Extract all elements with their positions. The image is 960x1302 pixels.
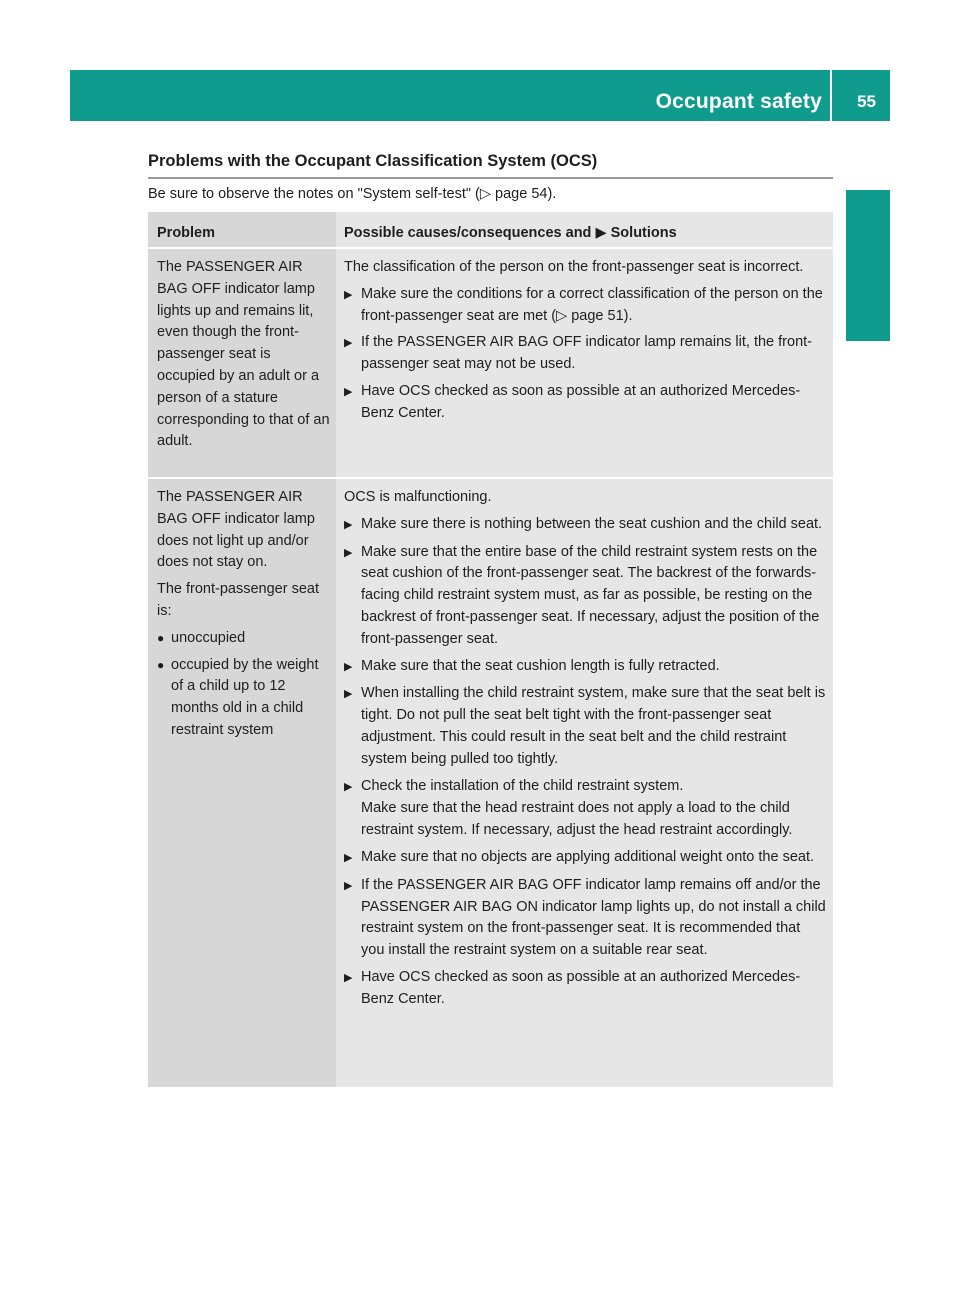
step-text: When installing the child restraint system, make sure that the seat belt is tight. Do not pull the seat belt tight with the front-passenger seat adjustment. This could result in the seat belt and the child restraint system being pulled too tightly. — [361, 685, 826, 767]
arrow-icon: ▶ — [344, 337, 353, 350]
list-item — [157, 628, 330, 650]
list-item — [344, 514, 827, 537]
step-text: Make sure there is nothing between the seat cushion and the child seat. — [361, 515, 823, 532]
arrow-icon: ▶ — [344, 385, 353, 398]
list-item — [344, 683, 827, 770]
arrow-icon: ▶ — [344, 879, 353, 892]
problem-cell — [148, 479, 336, 1087]
step-text: Make sure that the seat cushion length is fully retracted. — [361, 657, 720, 674]
step-text: Make sure that the entire base of the child restraint system rests on the seat cushion of the front-passenger seat. The backrest of the forwards-facing child restraint system must, as far as possible, be resting on the backrest of front-passenger seat. If necessary, adjust the position of the front-passenger seat. — [361, 543, 820, 647]
cause-text: The classification of the person on the front-passenger seat is incorrect. — [344, 259, 804, 275]
table-row — [148, 249, 833, 477]
header-solutions — [336, 212, 833, 247]
list-item — [344, 381, 827, 425]
title-divider — [148, 177, 833, 179]
bullet-icon: ● — [157, 630, 165, 645]
side-tab-label: Safety — [855, 267, 881, 337]
step-text: Have OCS checked as soon as possible at an authorized Mercedes-Benz Center. — [361, 382, 801, 421]
list-item — [344, 284, 827, 328]
problem-cell — [148, 249, 336, 477]
step-text: Make sure the conditions for a correct classification of the person on the front-passenger seat are met (▷ page 51). — [361, 285, 823, 324]
list-item — [344, 967, 827, 1011]
list-item — [344, 847, 827, 870]
arrow-icon: ▶ — [344, 851, 353, 864]
list-item — [344, 656, 827, 679]
list-item — [157, 655, 330, 742]
header-solutions-label: Possible causes/consequences and — [344, 225, 592, 241]
step-text: Make sure that no objects are applying additional weight onto the seat. — [361, 848, 815, 865]
arrow-icon: ▶ — [344, 971, 353, 984]
header-problem: Problem — [148, 212, 336, 247]
page-title: Problems with the Occupant Classification System (OCS) — [148, 152, 598, 170]
header-solutions-label-b: Solutions — [610, 225, 677, 241]
step-note: Make sure that the head restraint does not apply a load to the child restraint system. If necessary, adjust the head restraint accordingly. — [361, 800, 793, 839]
table-row — [148, 479, 833, 1087]
bullet-icon: ● — [157, 657, 165, 672]
header-separator — [830, 70, 832, 121]
arrow-icon: ▶ — [344, 288, 353, 301]
bullet-text: occupied by the weight of a child up to 12 months old in a child restraint system — [171, 656, 319, 738]
problem-subtext: The front-passenger seat is: — [157, 581, 320, 619]
cause-text: OCS is malfunctioning. — [344, 489, 492, 505]
problem-text: The PASSENGER AIR BAG OFF indicator lamp lights up and remains lit, even though the front-passenger seat is occupied by an adult or a person of a stature corresponding to that of an adult. — [157, 259, 330, 450]
step-text: If the PASSENGER AIR BAG OFF indicator lamp remains off and/or the PASSENGER AIR BAG ON indicator lamp lights up, do not install a child restraint system on the front-passenger seat. It is recommended that you install the restraint system on a suitable rear seat. — [361, 876, 826, 959]
arrow-icon: ▶ — [344, 660, 353, 673]
intro-text: Be sure to observe the notes on "System self-test" (▷ page 54). — [148, 186, 557, 202]
section-header-title: Occupant safety — [655, 90, 822, 113]
solution-cell — [336, 249, 833, 477]
solution-cell — [336, 479, 833, 1087]
list-item — [344, 542, 827, 651]
page-header-band — [70, 70, 890, 121]
problem-text: The PASSENGER AIR BAG OFF indicator lamp does not light up and/or does not stay on. — [157, 489, 315, 571]
list-item — [344, 332, 827, 376]
arrow-icon: ▶ — [595, 225, 607, 241]
step-text: Have OCS checked as soon as possible at an authorized Mercedes-Benz Center. — [361, 968, 801, 1007]
step-text: If the PASSENGER AIR BAG OFF indicator lamp remains lit, the front-passenger seat may not be used. — [361, 334, 812, 373]
bullet-text: unoccupied — [171, 629, 246, 646]
list-item — [344, 776, 827, 799]
step-text: Check the installation of the child restraint system. — [361, 777, 684, 794]
problems-table — [148, 212, 833, 1087]
arrow-icon: ▶ — [344, 518, 353, 531]
table-header-row — [148, 212, 833, 247]
list-item — [344, 875, 827, 962]
arrow-icon: ▶ — [344, 688, 353, 701]
arrow-icon: ▶ — [344, 780, 353, 793]
arrow-icon: ▶ — [344, 546, 353, 559]
page-number: 55 — [857, 92, 876, 111]
